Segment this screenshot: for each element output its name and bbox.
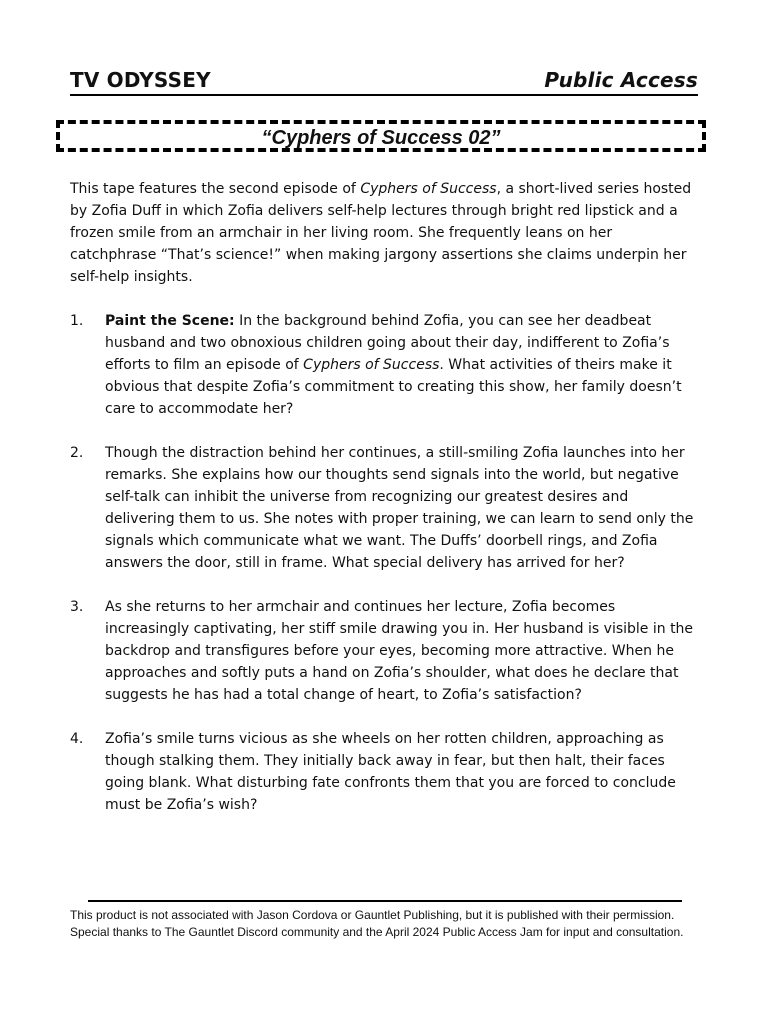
question-list [70, 310, 702, 838]
question-text-a: In the background behind Zofia, you can see her deadbeat husband and two obnoxious children going about their day, indifferent to Zofia’s efforts to film an episode of [105, 313, 670, 373]
question-1 [70, 310, 702, 420]
intro-text-2: , a short-lived series hosted by Zofia Duff in which Zofia delivers self-help lectures through bright red lipstick and a frozen smile from an armchair in her living room. She frequently leans on her catchphrase “That’s science!” when making jargony assertions she claims underpin her self-help insights. [70, 181, 692, 285]
question-number: 4. [70, 731, 84, 747]
header-title-right: Public Access [544, 68, 698, 92]
episode-title: “Cyphers of Success 02” [261, 127, 501, 149]
header-title-left: TV ODYSSEY [70, 68, 211, 92]
footer-divider [88, 900, 682, 902]
question-text-b: . What activities of theirs make it obvious that despite Zofia’s commitment to creating this show, her family doesn’t care to accommodate her? [105, 357, 682, 417]
question-3 [70, 596, 702, 706]
footer-disclaimer: This product is not associated with Jason Cordova or Gauntlet Publishing, but it is published with their permission. Special thanks to The Gauntlet Discord community and the April 2024 Public Access Jam for input and consultation. [70, 908, 684, 939]
question-number: 3. [70, 599, 84, 615]
question-number: 1. [70, 313, 84, 329]
question-4 [70, 728, 702, 816]
episode-title-box [56, 120, 706, 152]
intro-show-name: Cyphers of Success [360, 181, 497, 197]
page-header [70, 68, 698, 96]
question-show-name: Cyphers of Success [303, 357, 440, 373]
question-text: Though the distraction behind her continues, a still-smiling Zofia launches into her remarks. She explains how our thoughts send signals into the world, but negative self-talk can inhibit the universe from recognizing our greatest desires and delivering them to us. She notes with proper training, we can learn to send only the signals which communicate what we want. The Duffs’ doorbell rings, and Zofia answers the door, still in frame. What special delivery has arrived for her? [105, 445, 694, 571]
intro-paragraph [70, 178, 702, 288]
question-text: Zofia’s smile turns vicious as she wheels on her rotten children, approaching as though stalking them. They initially back away in fear, but then halt, their faces going blank. What disturbing fate confronts them that you are forced to conclude must be Zofia’s wish? [105, 731, 676, 813]
question-number: 2. [70, 445, 84, 461]
question-text: As she returns to her armchair and continues her lecture, Zofia becomes increasingly captivating, her stiff smile drawing you in. Her husband is visible in the backdrop and transfigures before your eyes, becoming more attractive. When he approaches and softly puts a hand on Zofia’s shoulder, what does he declare that suggests he has had a total change of heart, to Zofia’s satisfaction? [105, 599, 694, 703]
question-lead: Paint the Scene: [105, 313, 235, 329]
intro-text-1: This tape features the second episode of [70, 181, 361, 197]
question-2 [70, 442, 702, 574]
